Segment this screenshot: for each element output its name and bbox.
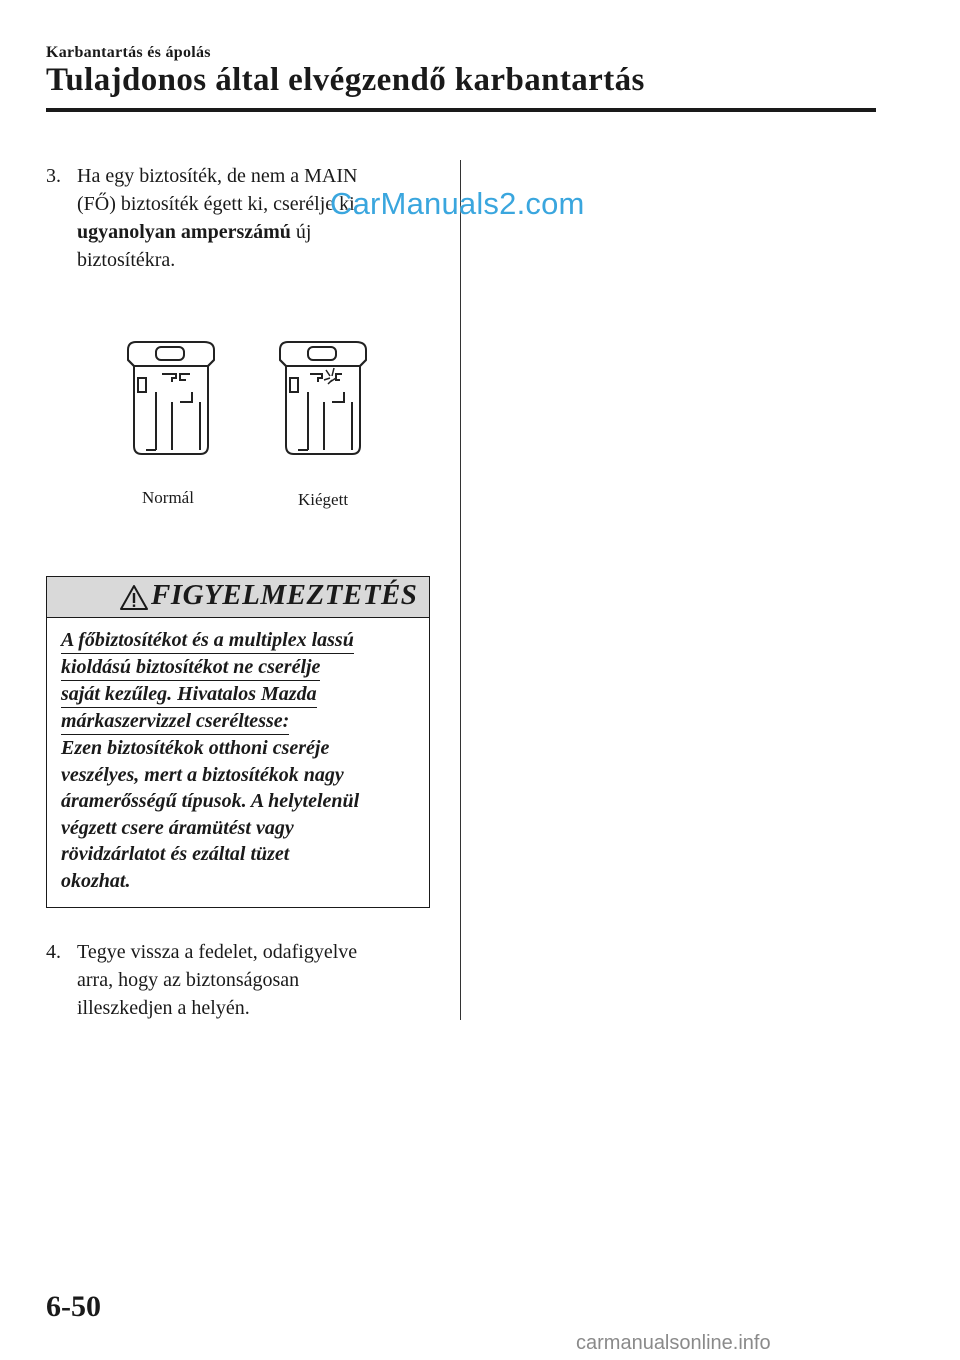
step-3-bold-text: ugyanolyan amperszámú [77, 221, 291, 243]
page-title: Tulajdonos által elvégzendő karbantartás [46, 62, 645, 98]
warning-underlined-line-2: kioldású biztosítékot ne cserélje [61, 655, 320, 681]
page-number: 6-50 [46, 1290, 101, 1323]
section-label: Karbantartás és ápolás [46, 44, 211, 61]
step-3-line-1: Ha egy biztosíték, de nem a MAIN [77, 165, 358, 187]
warning-body-line-6: okozhat. [61, 869, 131, 892]
warning-underlined-line-3: saját kezűleg. Hivatalos Mazda [61, 682, 317, 708]
warning-box [46, 576, 430, 908]
warning-underlined-line-4: márkaszervizzel cseréltesse: [61, 709, 289, 735]
warning-body-line-1: Ezen biztosítékok otthoni cseréje [61, 737, 330, 759]
step-4-line-1: Tegye vissza a fedelet, odafigyelve [77, 941, 358, 963]
fuse-figure [118, 330, 378, 520]
warning-body-line-3: áramerősségű típusok. A helytelenül [61, 790, 360, 812]
watermark: CarManuals2.com [330, 186, 585, 221]
step-3-line-2: (FŐ) biztosíték égett ki, cserélje ki [77, 193, 355, 215]
step-4-line-2: arra, hogy az biztonságosan [77, 969, 300, 991]
warning-body-line-4: végzett csere áramütést vagy [61, 816, 294, 839]
title-rule [46, 108, 876, 112]
step-4-line-3: illeszkedjen a helyén. [77, 997, 250, 1019]
step-4 [46, 938, 446, 1022]
step-3-line-4: biztosítékra. [77, 249, 176, 271]
fuse-blown-icon [280, 342, 366, 454]
caption-blown: Kiégett [298, 490, 349, 509]
warning-header [47, 577, 429, 618]
warning-body-line-2: veszélyes, mert a biztosítékok nagy [61, 763, 344, 786]
warning-triangle-icon [119, 584, 149, 611]
warning-title: FIGYELMEZTETÉS [151, 579, 418, 611]
step-3-number: 3. [46, 165, 61, 187]
warning-underlined-line-1: A főbiztosítékot és a multiplex lassú [61, 628, 354, 654]
footer-watermark: carmanualsonline.info [576, 1332, 771, 1354]
step-3-after-bold: új [290, 221, 312, 243]
caption-normal: Normál [142, 488, 194, 507]
step-3-line-3 [46, 218, 446, 246]
column-divider [460, 160, 461, 1020]
step-4-number: 4. [46, 941, 61, 963]
fuse-normal-icon [128, 342, 214, 454]
warning-body [61, 627, 421, 894]
warning-body-line-5: rövidzárlatot és ezáltal tüzet [61, 843, 290, 865]
